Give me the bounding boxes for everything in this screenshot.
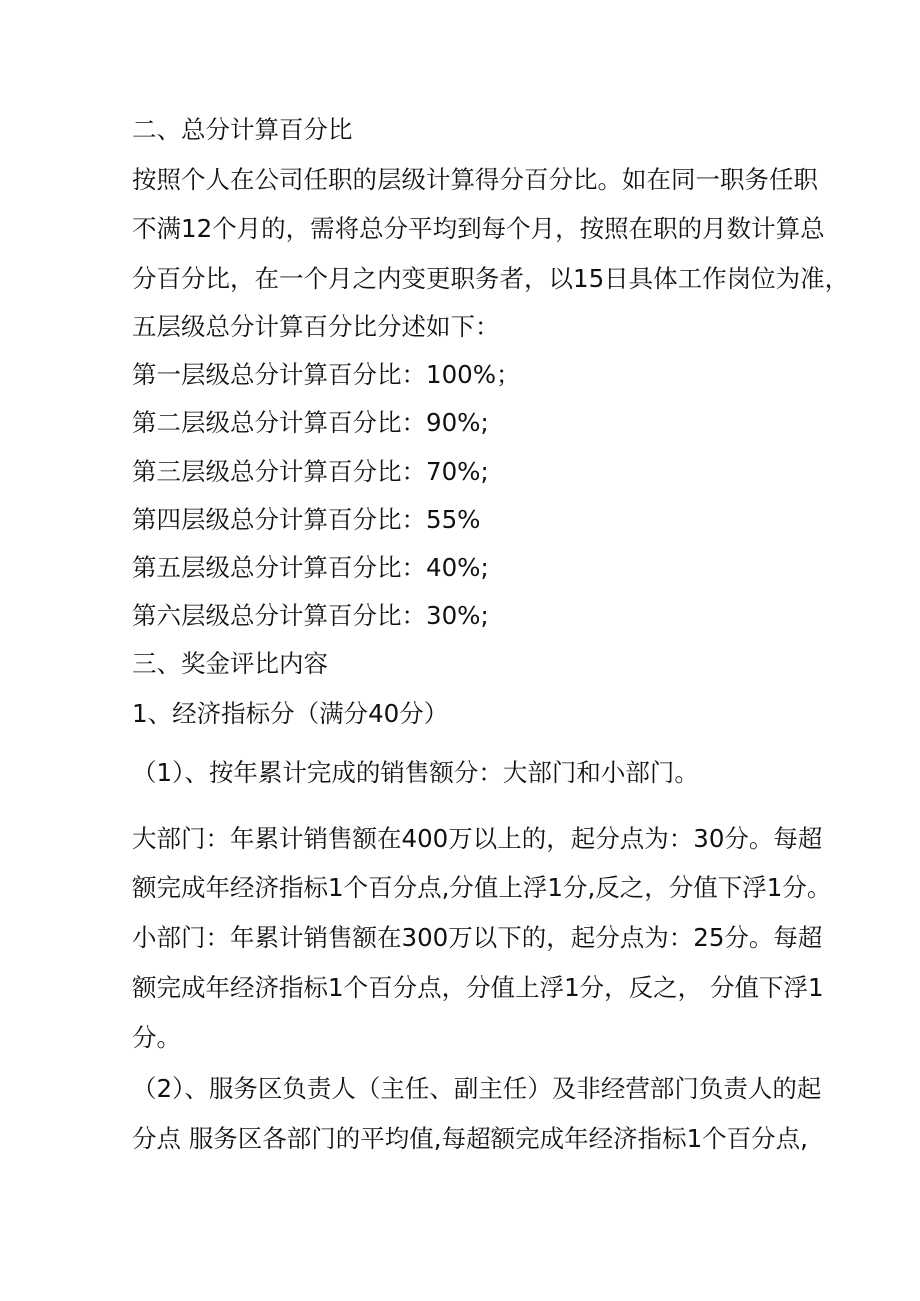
paragraph-line: 五层级总分计算百分比分述如下：: [132, 312, 500, 341]
item-sales-score: （1）、按年累计完成的销售额分：大部门和小部门。: [132, 758, 699, 787]
paragraph-line: 分点 服务区各部门的平均值,每超额完成年经济指标1个百分点,: [132, 1124, 808, 1153]
paragraph-line: 不满12个月的，需将总分平均到每个月，按照在职的月数计算总: [132, 214, 825, 243]
paragraph-line: 按照个人在公司任职的层级计算得分百分比。如在同一职务任职: [132, 165, 818, 194]
level-3-percentage: 第三层级总分计算百分比：70%;: [132, 457, 489, 486]
paragraph-line: 额完成年经济指标1个百分点,分值上浮1分,反之，分值下浮1分。: [132, 873, 832, 902]
level-2-percentage: 第二层级总分计算百分比：90%;: [132, 408, 489, 437]
level-5-percentage: 第五层级总分计算百分比：40%;: [132, 553, 489, 582]
paragraph-line: 分。: [132, 1023, 181, 1052]
level-6-percentage: 第六层级总分计算百分比：30%;: [132, 601, 489, 630]
section-heading-total-score-percentage: 二、总分计算百分比: [132, 115, 353, 144]
subheading-economic-indicator: 1、经济指标分（满分40分）: [132, 699, 449, 728]
paragraph-line: 大部门：年累计销售额在400万以上的，起分点为：30分。每超: [132, 824, 823, 853]
paragraph-line: 分百分比，在一个月之内变更职务者，以15日具体工作岗位为准，: [132, 264, 850, 293]
paragraph-line: 小部门：年累计销售额在300万以下的，起分点为：25分。每超: [132, 923, 823, 952]
item-service-area-head: （2）、服务区负责人（主任、副主任）及非经营部门负责人的起: [132, 1074, 822, 1103]
paragraph-line: 额完成年经济指标1个百分点，分值上浮1分，反之， 分值下浮1: [132, 973, 824, 1002]
level-4-percentage: 第四层级总分计算百分比：55%: [132, 505, 481, 534]
level-1-percentage: 第一层级总分计算百分比：100%；: [132, 360, 521, 389]
section-heading-bonus-content: 三、奖金评比内容: [132, 649, 328, 678]
